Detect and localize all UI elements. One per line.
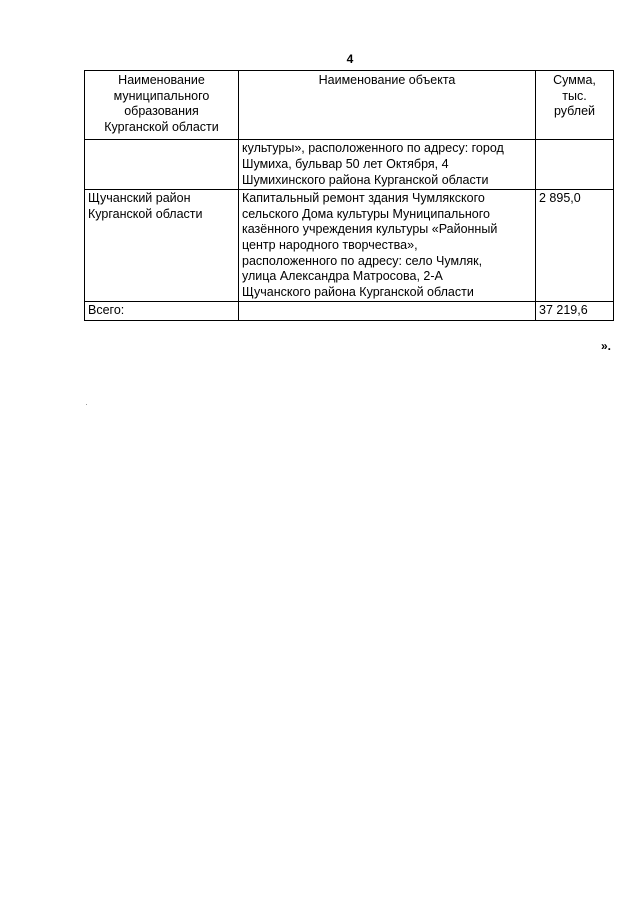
table-header-row xyxy=(85,71,614,140)
total-object xyxy=(239,302,536,321)
table-row xyxy=(85,190,614,302)
cell-municipality: Щучанский район Курганской области xyxy=(85,190,239,302)
cell-object: культуры», расположенного по адресу: город Шумиха, бульвар 50 лет Октября, 4 Шумихинского района Курганской области xyxy=(239,140,536,190)
cell-sum xyxy=(536,140,614,190)
total-sum: 37 219,6 xyxy=(536,302,614,321)
table-row xyxy=(85,140,614,190)
total-label: Всего: xyxy=(85,302,239,321)
header-object: Наименование объекта xyxy=(239,71,536,140)
page-number: 4 xyxy=(346,52,354,66)
cell-municipality xyxy=(85,140,239,190)
cell-object: Капитальный ремонт здания Чумлякского сельского Дома культуры Муниципального казённого учреждения культуры «Районный центр народного творчества», расположенного по адресу: село Чумляк, улица Александра Матросова, 2-А Щучанского района Курганской области xyxy=(239,190,536,302)
closing-quote: ». xyxy=(601,339,612,353)
budget-table xyxy=(84,70,614,321)
header-sum: Сумма, тыс. рублей xyxy=(536,71,614,140)
scan-speck xyxy=(86,404,87,405)
header-municipality: Наименование муниципального образования Курганской области xyxy=(85,71,239,140)
table-total-row xyxy=(85,302,614,321)
cell-sum: 2 895,0 xyxy=(536,190,614,302)
